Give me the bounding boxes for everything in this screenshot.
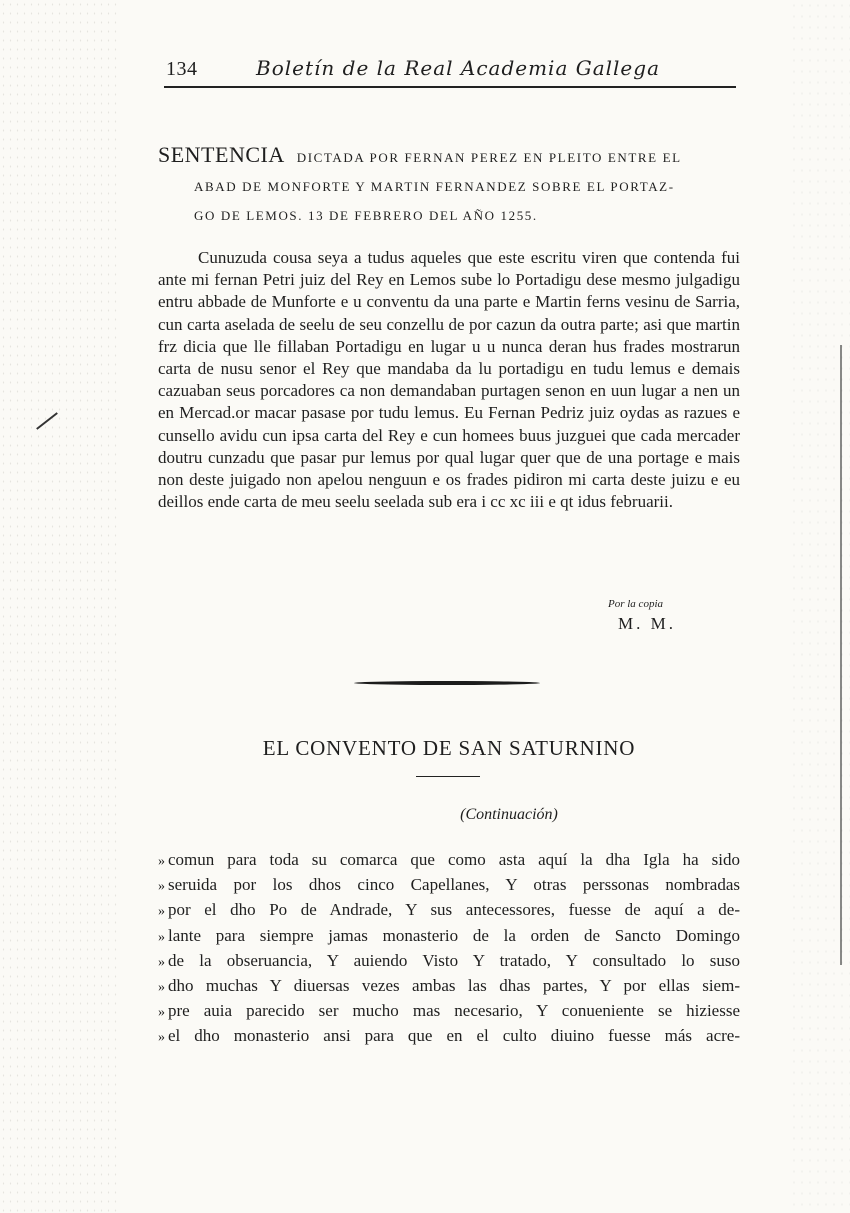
section-divider [354,681,540,685]
heading-line-3: GO DE LEMOS. 13 DE FEBRERO DEL AÑO 1255. [194,208,538,223]
margin-texture-left [0,0,120,1213]
text-line [158,924,740,949]
sentence-paragraph: Cunuzuda cousa seya a tudus aqueles que este escritu viren que contenda fui ante mi fernan Petri juiz del Rey en Lemos sube lo Portadigu dese mesmo julgadigu entru abbade de Munforte e u conventu da una parte e Martin ferns vesinu de Sarria, cun carta aselada de seelu de seu conzellu de por cazun da outra parte; asi que martin frz dicia que lle fillaban Portadigu en lugar u u nunca deran hus frades mostrarun carta de nusu senor el Rey que mandaba da lu portadigu en tudu lemus e demais cazuaban seus porcadores ca non demandaban purtagen senon en uun lugar a nen un en Mercad.or macar pasase por tudu lemus. Eu Fernan Pedriz juiz oydas as razues e cunsello avidu cun ipsa carta del Rey e cun homees buus juzguei que cada mercader doutru cunzadu que pasar pur lemus por qual lugar quer que de una portage e mais non deste juigado non apelou nenguun e os frades pidiron mi carta deste juizu e eu deillos ende carta de meu seelu seelada sub era i cc xc iii e qt idus februarii. [158,248,740,512]
quote-mark: » [158,1030,165,1046]
line-text: pre auia parecido ser mucho mas necesario, Y conueniente se hiziesse [168,1001,740,1021]
text-line [158,848,740,873]
title-underline [416,776,480,777]
quote-mark: » [158,904,165,920]
heading-line-2: ABAD DE MONFORTE Y MARTIN FERNANDEZ SOBRE EL PORTAZ- [194,179,675,194]
text-line [158,1024,740,1049]
line-text: por el dho Po de Andrade, Y sus antecessores, fuesse de aquí a de- [168,900,740,920]
heading-line-1: DICTADA POR FERNAN PEREZ EN PLEITO ENTRE EL [296,150,682,165]
line-text: dho muchas Y diuersas vezes ambas las dhas partes, Y por ellas siem- [168,976,740,996]
running-header [166,56,734,81]
line-text: el dho monasterio ansi para que en el culto diuino fuesse más acre- [168,1026,740,1046]
text-line [158,974,740,999]
text-line [158,873,740,898]
journal-title: Boletín de la Real Academia Gallega [256,56,660,80]
quote-mark: » [158,954,165,970]
quote-mark: » [158,980,165,996]
line-text: seruida por los dhos cinco Capellanes, Y otras perssonas nombradas [168,875,740,895]
section-title: EL CONVENTO DE SAN SATURNINO [262,736,636,760]
page-edge-shadow [840,345,842,965]
sentence-text [158,247,740,513]
line-text: de la obseruancia, Y auiendo Visto Y tratado, Y consultado lo suso [168,950,740,970]
text-line [158,949,740,974]
line-text: lante para siempre jamas monasterio de la orden de Sancto Domingo [168,925,740,945]
convent-text [158,848,740,1050]
document-heading [158,140,740,230]
page-number: 134 [166,58,198,80]
text-line [158,898,740,923]
copy-note: Por la copia [608,598,663,610]
heading-lead: SENTENCIA [158,142,285,167]
signature: M. M. [618,614,676,633]
quote-mark: » [158,1005,165,1021]
line-text: comun para toda su comarca que como asta aquí la dha Igla ha sido [168,850,740,869]
header-rule [164,86,736,88]
quote-mark: » [158,929,165,945]
quote-mark: » [158,854,165,869]
quote-mark: » [158,879,165,895]
continuation-note: (Continuación) [460,806,558,823]
text-line [158,999,740,1024]
